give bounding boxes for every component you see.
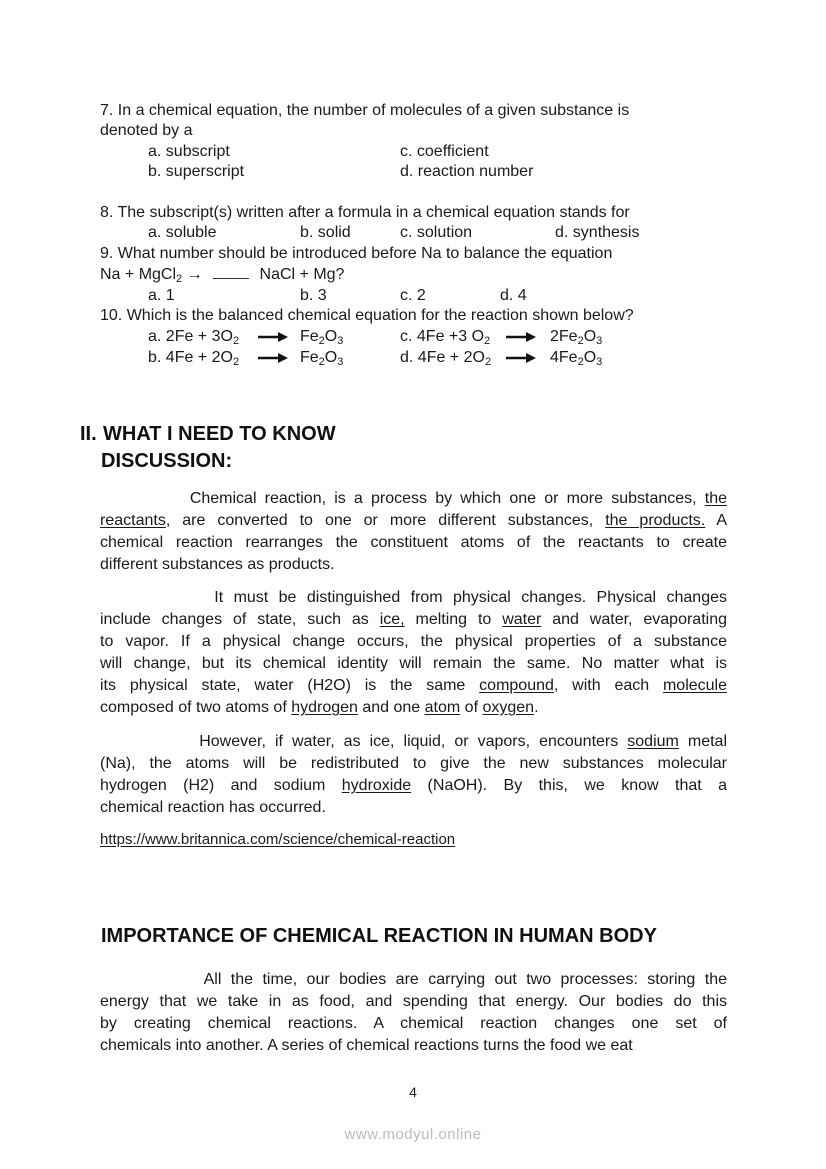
text-run: 4Fe [550,349,578,366]
text-run: chemicals into another. A series of chemical reactions turns the food we eat [100,1037,633,1054]
text-run: and one [357,699,425,716]
text-run: However, if water, as ice, liquid, or vapors, encounters [100,733,628,750]
underlined-term: oxygen [482,699,535,716]
subscript: 2 [577,335,584,347]
underlined-term: the [704,490,727,507]
subscript: 2 [318,356,325,368]
text-run: Chemical reaction, is a process by which one or more substances, [100,490,705,507]
equation-left: Na + MgCl [100,266,177,283]
text-run: All the time, our bodies are carrying out two processes: storing the [100,971,727,988]
q9-option-a: a. 1 [148,287,175,304]
paragraph-1 [100,488,727,576]
watermark: www.modyul.online [344,1126,482,1143]
text-run: will change, but its chemical identity will remain the same. No matter what is [100,655,727,672]
text-run: d. 4Fe + 2O [400,349,485,366]
text-run: include changes of state, such as [100,611,380,628]
page-number: 4 [409,1084,417,1100]
underlined-term: compound [479,677,554,694]
paragraph-line [100,532,727,554]
discussion-heading: DISCUSSION: [101,450,233,472]
text-run: and water, evaporating [541,611,727,628]
source-link[interactable]: https://www.britannica.com/science/chemical-reaction [100,831,456,848]
text-run: b. 4Fe + 2O [148,349,233,366]
paragraph-line [100,609,727,631]
subscript: 2 [318,335,325,347]
subscript: 2 [232,356,240,368]
text-run: by creating chemical reactions. A chemical reaction changes one set of [100,1015,727,1032]
paragraph-line [100,631,727,653]
arrow-icon [506,348,536,368]
q10-option-a-rhs [300,327,343,347]
q8-option-b: b. solid [300,224,351,241]
question-8-stem: 8. The subscript(s) written after a formula in a chemical equation stands for [100,204,630,221]
text-run: Fe [300,328,319,345]
q8-option-c: c. solution [400,224,473,241]
text-run: , are converted to one or more different substances, [165,512,606,529]
question-9-equation [100,264,344,285]
paragraph-line [100,510,727,532]
text-run: chemical reaction has occurred. [100,799,326,816]
text-run: chemical reaction rearranges the constituent atoms of the reactants to create [100,534,727,551]
question-9-stem: 9. What number should be introduced before Na to balance the equation [100,245,613,262]
underlined-term: water [502,611,542,628]
text-run: It must be distinguished from physical changes. Physical changes [100,589,727,606]
paragraph-line [100,969,727,991]
text-run: (NaOH). By this, we know that a [411,777,727,794]
paragraph-3 [100,731,727,819]
text-run: c. 4Fe +3 O [400,328,485,345]
arrow-icon [258,327,288,347]
q7-option-b: b. superscript [148,163,245,180]
underlined-term: hydroxide [341,777,412,794]
q10-option-d-rhs [550,348,602,368]
text-run: (Na), the atoms will be redistributed to give the new substances molecular [100,755,727,772]
underlined-term: sodium [627,733,679,750]
text-run: different substances as products. [100,556,335,573]
subscript: 3 [337,356,344,368]
text-run: of [460,699,483,716]
q10-option-d-lhs [400,348,491,368]
underlined-term: atom [424,699,461,716]
q7-option-a: a. subscript [148,143,230,160]
q8-option-d: d. synthesis [555,224,640,241]
paragraph-importance [100,969,727,1057]
paragraph-2 [100,587,727,719]
text-run: its physical state, water (H2O) is the same [100,677,480,694]
paragraph-line [100,488,727,510]
paragraph-line [100,797,727,819]
text-run: hydrogen (H2) and sodium [100,777,342,794]
q10-option-b-lhs [148,348,239,368]
paragraph-line [100,753,727,775]
text-run: 2Fe [550,328,578,345]
subscript: 2 [176,273,183,285]
underlined-term: molecule [662,677,727,694]
text-run: to vapor. If a physical change occurs, the physical properties of a substance [100,633,727,650]
text-run: O [583,328,597,345]
text-run: O [324,349,338,366]
question-10-stem: 10. Which is the balanced chemical equation for the reaction shown below? [100,307,634,324]
subscript: 2 [484,335,491,347]
q9-option-b: b. 3 [300,287,327,304]
paragraph-line [100,775,727,797]
paragraph-line [100,554,727,576]
subscript: 2 [232,335,240,347]
subscript: 3 [596,356,603,368]
text-run: Fe [300,349,319,366]
q10-option-c-rhs [550,327,602,347]
paragraph-line [100,697,727,719]
q10-option-b-rhs [300,348,343,368]
text-run: composed of two atoms of [100,699,292,716]
paragraph-line [100,991,727,1013]
section-title: WHAT I NEED TO KNOW [103,423,336,445]
underlined-term: reactants [100,512,166,529]
paragraph-line [100,731,727,753]
q9-option-c: c. 2 [400,287,426,304]
subscript: 2 [577,356,584,368]
section-heading-importance: IMPORTANCE OF CHEMICAL REACTION IN HUMAN BODY [101,925,657,947]
subscript: 3 [596,335,603,347]
answer-blank [213,264,249,279]
text-run: . [534,699,539,716]
arrow-icon: → [186,266,203,283]
text-run: O [324,328,338,345]
q10-option-c-lhs [400,327,490,347]
q10-option-a-lhs [148,327,239,347]
section-numeral: II. [80,423,97,445]
underlined-term: hydrogen [291,699,358,716]
subscript: 2 [484,356,492,368]
subscript: 3 [337,335,344,347]
underlined-term: ice, [379,611,405,628]
text-run: energy that we take in as food, and spending that energy. Our bodies do this [100,993,727,1010]
q8-option-a: a. soluble [148,224,217,241]
paragraph-line [100,1035,727,1057]
text-run: melting to [404,611,503,628]
text-run: a. 2Fe + 3O [148,328,233,345]
question-7-stem: 7. In a chemical equation, the number of molecules of a given substance is [100,102,630,119]
text-run: metal [678,733,728,750]
text-run: , with each [553,677,663,694]
paragraph-line [100,1013,727,1035]
arrow-icon [506,327,536,347]
equation-right: NaCl + Mg? [259,266,345,283]
arrow-icon [258,348,288,368]
q7-option-d: d. reaction number [400,163,534,180]
underlined-term: the products. [605,512,706,529]
q7-option-c: c. coefficient [400,143,489,160]
q9-option-d: d. 4 [500,287,527,304]
paragraph-line [100,675,727,697]
text-run: O [583,349,597,366]
paragraph-line [100,587,727,609]
text-run: A [705,512,728,529]
question-7-stem-cont: denoted by a [100,122,193,139]
paragraph-line [100,653,727,675]
